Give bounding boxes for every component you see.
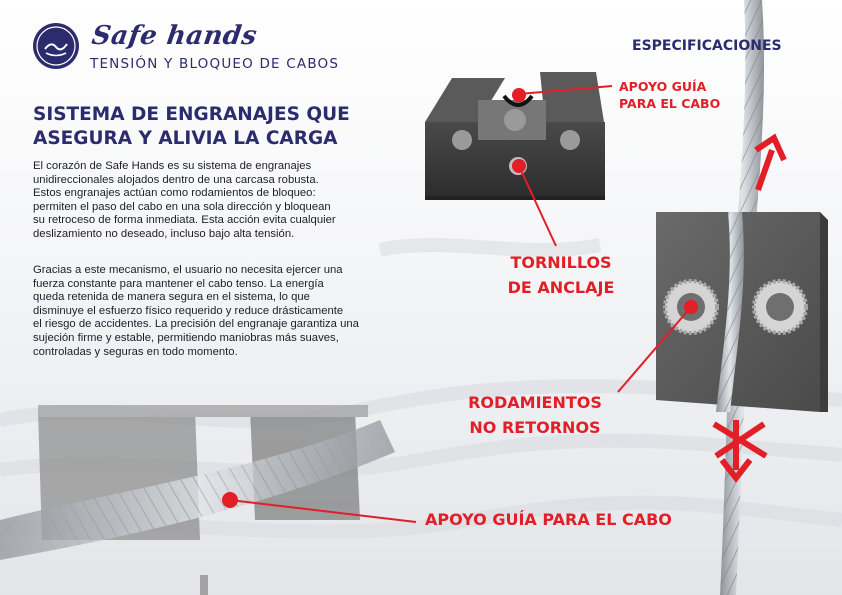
bearing-plate — [656, 212, 828, 412]
paragraph-benefits — [33, 264, 411, 359]
hands-wave-logo-icon — [32, 22, 80, 70]
callout-line: RODAMIENTOS — [468, 393, 602, 412]
paragraph-line: deslizamiento no deseado, incluso bajo alta tensión. — [33, 227, 295, 240]
callout-line: TORNILLOS — [510, 253, 612, 272]
paragraph-line: unidireccionales alojados dentro de una carcasa robusta. — [33, 173, 319, 186]
paragraph-line: fuerza constante para mantener el cabo tenso. La energía — [33, 277, 324, 290]
callout-screws — [486, 250, 636, 300]
callout-bearings — [446, 390, 624, 440]
paragraph-line: su retroceso de forma inmediata. Esta acción evita cualquier — [33, 214, 336, 227]
callout-line: APOYO GUÍA — [619, 79, 707, 94]
paragraph-line: Gracias a este mecanismo, el usuario no necesita ejercer una — [33, 264, 343, 276]
heading-line: SISTEMA DE ENGRANAJES QUE — [33, 104, 350, 125]
paragraph-line: permiten el paso del cabo en una sola dirección y bloquean — [33, 200, 331, 213]
callout-line: DE ANCLAJE — [507, 278, 615, 297]
heading-line: ASEGURA Y ALIVIA LA CARGA — [33, 128, 338, 149]
section-label: ESPECIFICACIONES — [632, 38, 782, 54]
callout-line: PARA EL CABO — [619, 96, 721, 111]
paragraph-intro — [33, 160, 411, 242]
callout-guide-top — [619, 78, 720, 112]
callout-line: NO RETORNOS — [469, 418, 601, 437]
brand-name: Safe hands — [89, 21, 259, 51]
paragraph-line: Estos engranajes actúan como rodamientos de bloqueo: — [33, 187, 316, 200]
paragraph-line: disminuye el esfuerzo físico requerido y reduce drásticamente — [33, 304, 344, 317]
paragraph-line: el riesgo de accidentes. La precisión del engranaje garantiza una — [33, 318, 359, 331]
bearing-right-icon — [754, 281, 806, 333]
callout-guide-bottom: APOYO GUÍA PARA EL CABO — [425, 510, 672, 529]
paragraph-line: El corazón de Safe Hands es su sistema de engranajes — [33, 160, 312, 172]
paragraph-line: controladas y seguras en todo momento. — [33, 345, 238, 358]
paragraph-line: queda retenida de manera segura en el sistema, lo que — [33, 291, 310, 304]
paragraph-line: sujeción firme y estable, permitiendo maniobras más suaves, — [33, 331, 339, 344]
page-heading — [33, 103, 413, 151]
brand-tagline: TENSIÓN Y BLOQUEO DE CABOS — [90, 56, 340, 72]
